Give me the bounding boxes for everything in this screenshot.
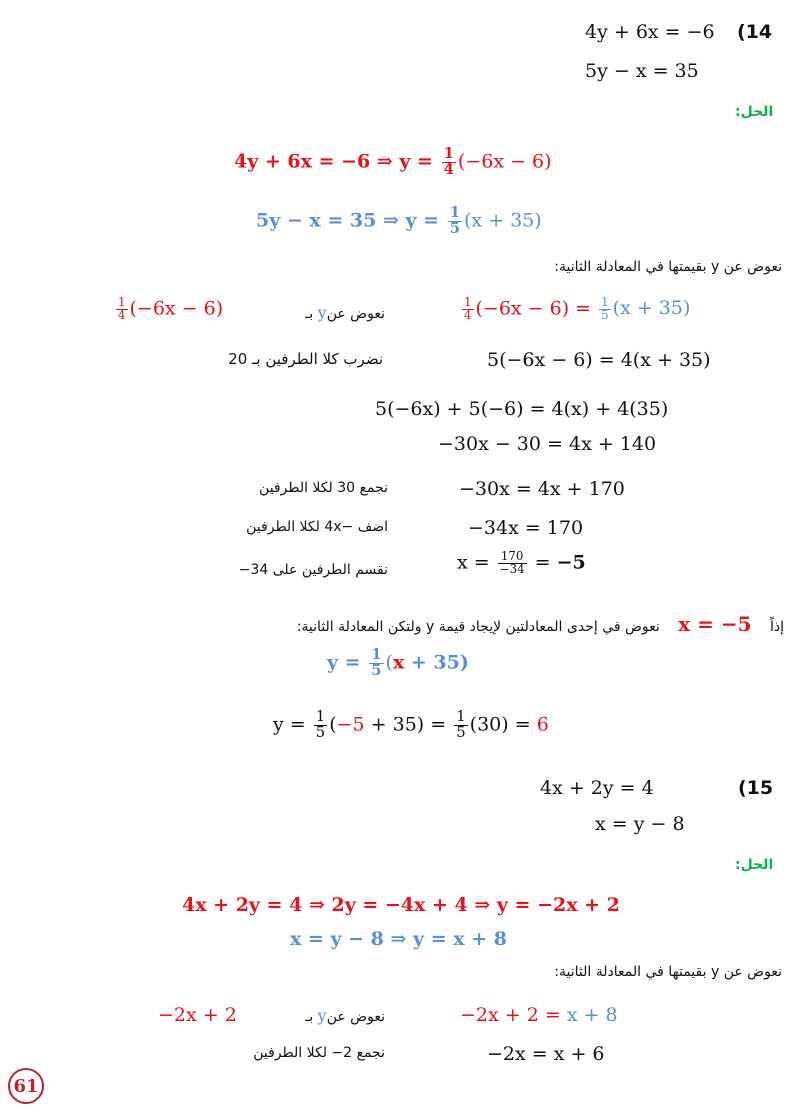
problem-15-number: (15 [738, 777, 774, 799]
p14-isolate2: 5y − x = 35 ⇒ y = $\frac{1}{5}$ (x + 35) [256, 204, 542, 237]
p14-back-sub-1: y = $\frac{1}{5}$ (x + 35) [327, 646, 469, 679]
p14-step1-math: $\frac{1}{4}$ (−6x − 6) = $\frac{1}{5}$ (x + 35) [464, 295, 691, 322]
p15-substitute-text: نعوض عن y بقيمتها في المعادلة الثانية: [554, 964, 782, 980]
p15-step2-note: نجمع 2− لكلا الطرفين [253, 1045, 385, 1061]
problem-15-eq1: 4x + 2y = 4 [540, 777, 654, 799]
problem-14-number: (14 [737, 21, 773, 43]
solution-label-14: الحل: [735, 104, 774, 120]
problem-15-eq2: x = y − 8 [595, 813, 685, 835]
p14-step2-math: 5(−6x − 6) = 4(x + 35) [487, 349, 711, 371]
p14-isolate1: 4y + 6x = −6 ⇒ y = $\frac{1}{4}$ (−6x − 6) [234, 145, 552, 178]
p15-step2-math: −2x = x + 6 [487, 1043, 605, 1065]
page-number-badge: 61 [8, 1068, 44, 1104]
p14-step2-note: نضرب كلا الطرفين بـ 20 [228, 350, 383, 368]
p14-back-sub-2: y = $\frac{1}{5}$ (−5 + 35) = $\frac{1}{5}$ (30) = 6 [273, 708, 549, 741]
problem-14-eq2: 5y − x = 35 [585, 60, 699, 82]
problem-14-eq1: 4y + 6x = −6 [585, 21, 715, 43]
p14-step7-note: نقسم الطرفين على 34− [238, 562, 388, 578]
p15-step1-note-expr: −2x + 2 [158, 1004, 237, 1026]
p15-isolate1: 4x + 2y = 4 ⇒ 2y = −4x + 4 ⇒ y = −2x + 2 [182, 894, 620, 916]
p14-step6-note: اضف −4x لكلا الطرفين [246, 519, 388, 535]
p14-step6-math: −34x = 170 [468, 517, 584, 539]
p15-isolate2: x = y − 8 ⇒ y = x + 8 [290, 928, 507, 950]
p14-step3-math: 5(−6x) + 5(−6) = 4(x) + 4(35) [375, 398, 669, 420]
p14-step7-math: x = $\frac{170}{-34}$ = −5 [457, 549, 586, 576]
p14-substitute-text: نعوض عن y بقيمتها في المعادلة الثانية: [554, 259, 782, 275]
p14-step1-note: نعوض عنy بـ [305, 303, 385, 322]
p14-step1-note-expr: $\frac{1}{4}$ (−6x − 6) [118, 295, 224, 322]
p14-conclusion: إذاً x = −5 نعوض في إحدى المعادلتين لإيجاد قيمة y ولتكن المعادلة الثانية: [296, 612, 784, 636]
p14-step4-math: −30x − 30 = 4x + 140 [438, 433, 657, 455]
p14-step5-math: −30x = 4x + 170 [459, 478, 625, 500]
p15-step1-note: نعوض عنy بـ [305, 1006, 385, 1025]
p14-step5-note: نجمع 30 لكلا الطرفين [259, 480, 388, 496]
solution-label-15: الحل: [735, 857, 774, 873]
p15-step1-math: −2x + 2 = x + 8 [460, 1004, 618, 1026]
